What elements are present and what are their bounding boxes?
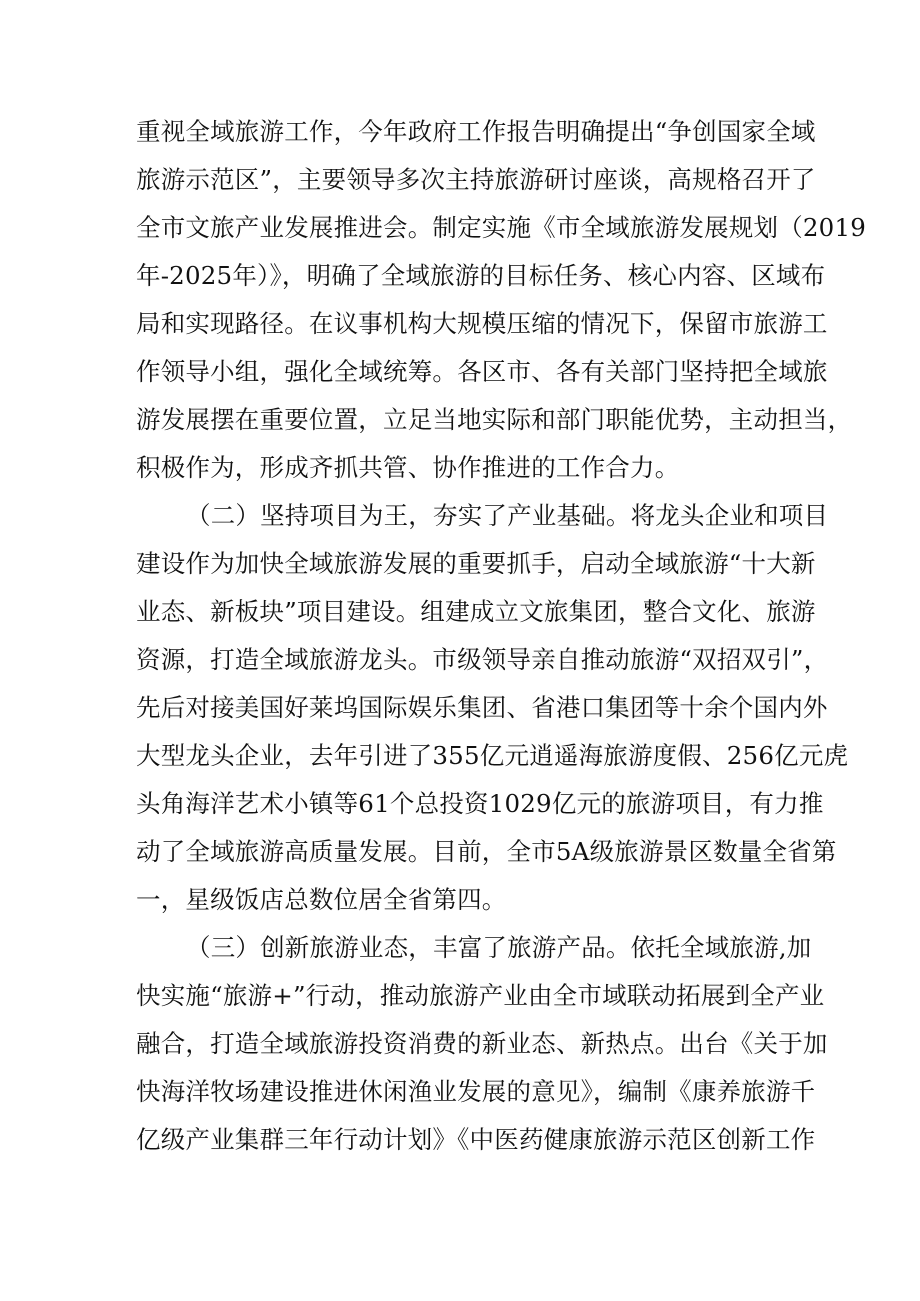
paragraph-1-line-1: 重视全域旅游工作，今年政府工作报告明确提出“争创国家全域	[136, 117, 816, 146]
paragraph-2-line-7: 头角海洋艺术小镇等61个总投资1029亿元的旅游项目，有力推	[136, 789, 824, 818]
paragraph-1-line-8: 积极作为，形成齐抓共管、协作推进的工作合力。	[136, 453, 680, 482]
paragraph-2-line-9: 一，星级饭店总数位居全省第四。	[136, 885, 507, 914]
paragraph-3-line-5: 亿级产业集群三年行动计划》《中医药健康旅游示范区创新工作	[136, 1125, 816, 1154]
paragraph-2-line-2: 建设作为加快全域旅游发展的重要抓手，启动全域旅游“十大新	[136, 549, 816, 578]
paragraph-2-line-4: 资源，打造全域旅游龙头。市级领导亲自推动旅游“双招双引”，	[136, 645, 829, 674]
paragraph-2-line-6: 大型龙头企业，去年引进了355亿元逍遥海旅游度假、256亿元虎	[136, 741, 849, 770]
paragraph-2-line-5: 先后对接美国好莱坞国际娱乐集团、省港口集团等十余个国内外	[136, 693, 828, 722]
paragraph-3-line-4: 快海洋牧场建设推进休闲渔业发展的意见》，编制《康养旅游千	[136, 1077, 816, 1106]
paragraph-2-line-3: 业态、新板块”项目建设。组建成立文旅集团，整合文化、旅游	[136, 597, 816, 626]
paragraph-1-line-4: 年-2025年）》，明确了全域旅游的目标任务、核心内容、区域布	[136, 261, 826, 290]
paragraph-1-line-3: 全市文旅产业发展推进会。制定实施《市全域旅游发展规划（2019	[136, 213, 867, 242]
paragraph-1-line-5: 局和实现路径。在议事机构大规模压缩的情况下，保留市旅游工	[136, 309, 828, 338]
paragraph-1-line-6: 作领导小组，强化全域统筹。各区市、各有关部门坚持把全域旅	[136, 357, 828, 386]
paragraph-3-line-3: 融合，打造全域旅游投资消费的新业态、新热点。出台《关于加	[136, 1029, 828, 1058]
paragraph-1-line-2: 旅游示范区”，主要领导多次主持旅游研讨座谈，高规格召开了	[136, 165, 816, 194]
paragraph-3-line-1: （三）创新旅游业态，丰富了旅游产品。依托全域旅游,加	[186, 933, 812, 962]
paragraph-2-line-1: （二）坚持项目为王，夯实了产业基础。将龙头企业和项目	[186, 501, 829, 530]
paragraph-1-line-7: 游发展摆在重要位置，立足当地实际和部门职能优势，主动担当，	[136, 405, 853, 434]
paragraph-3-line-2: 快实施“旅游+”行动，推动旅游产业由全市域联动拓展到全产业	[136, 981, 825, 1010]
paragraph-2-line-8: 动了全域旅游高质量发展。目前，全市5A级旅游景区数量全省第	[136, 837, 837, 866]
